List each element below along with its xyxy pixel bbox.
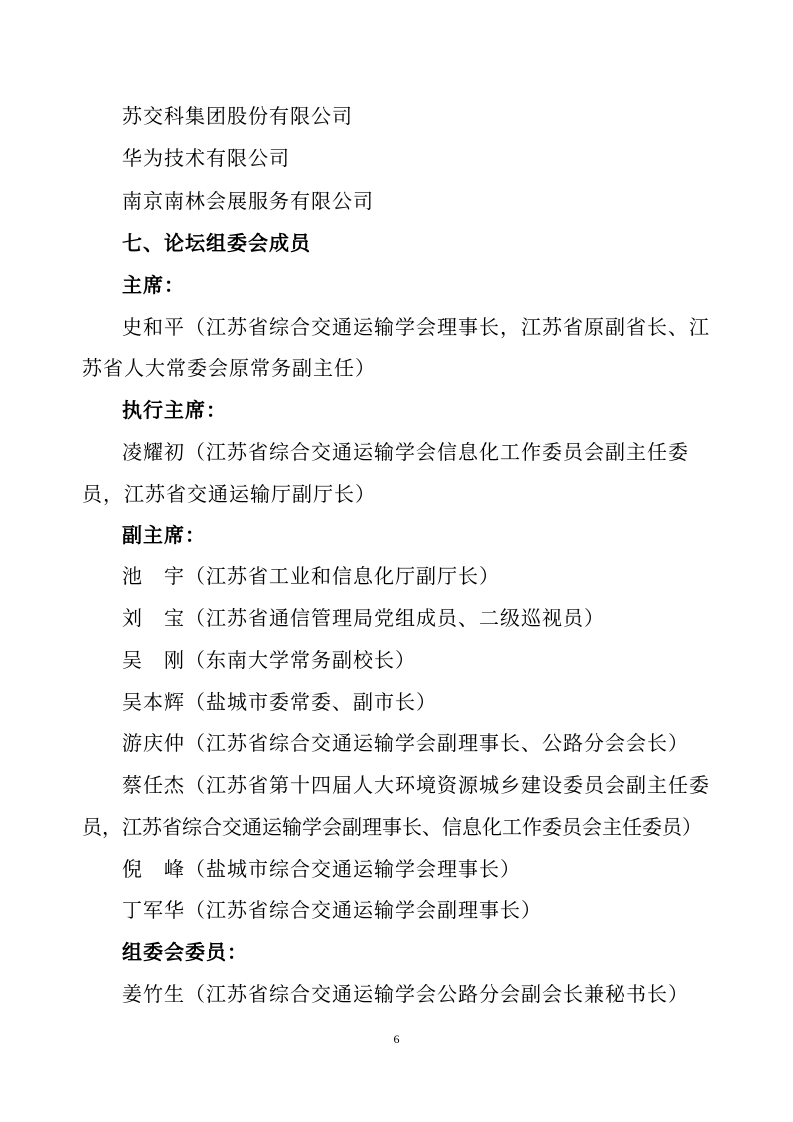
member-entry-continued: 苏省人大常委会原常务副主任） [82, 356, 376, 380]
member-entry-continued: 员，江苏省交通运输厅副厅长） [82, 482, 376, 506]
member-entry: 凌耀初（江苏省综合交通运输学会信息化工作委员会副主任委 [122, 440, 689, 464]
page-number: 6 [393, 1032, 400, 1046]
role-heading-chair: 主席： [122, 273, 185, 297]
member-entry: 蔡任杰（江苏省第十四届人大环境资源城乡建设委员会副主任委 [122, 773, 710, 797]
member-entry: 史和平（江苏省综合交通运输学会理事长，江苏省原副省长、江 [122, 315, 710, 339]
member-entry: 刘 宝（江苏省通信管理局党组成员、二级巡视员） [122, 606, 605, 630]
member-entry: 吴本辉（盐城市委常委、副市长） [122, 690, 437, 714]
section-heading: 七、论坛组委会成员 [122, 231, 311, 255]
member-entry: 吴 刚（东南大学常务副校长） [122, 648, 416, 672]
member-entry-continued: 员，江苏省综合交通运输学会副理事长、信息化工作委员会主任委员） [82, 815, 702, 839]
text-line: 华为技术有限公司 [122, 146, 290, 170]
member-entry: 姜竹生（江苏省综合交通运输学会公路分会副会长兼秘书长） [122, 982, 689, 1006]
member-entry: 池 宇（江苏省工业和信息化厅副厅长） [122, 564, 500, 588]
member-entry: 游庆仲（江苏省综合交通运输学会副理事长、公路分会会长） [122, 731, 689, 755]
role-heading-vice-chair: 副主席： [122, 523, 206, 547]
member-entry: 丁军华（江苏省综合交通运输学会副理事长） [122, 898, 542, 922]
text-line: 苏交科集团股份有限公司 [122, 104, 353, 128]
text-line: 南京南林会展服务有限公司 [122, 189, 374, 213]
role-heading-committee-members: 组委会委员： [122, 940, 248, 964]
role-heading-executive-chair: 执行主席： [122, 398, 227, 422]
member-entry: 倪 峰（盐城市综合交通运输学会理事长） [122, 857, 521, 881]
